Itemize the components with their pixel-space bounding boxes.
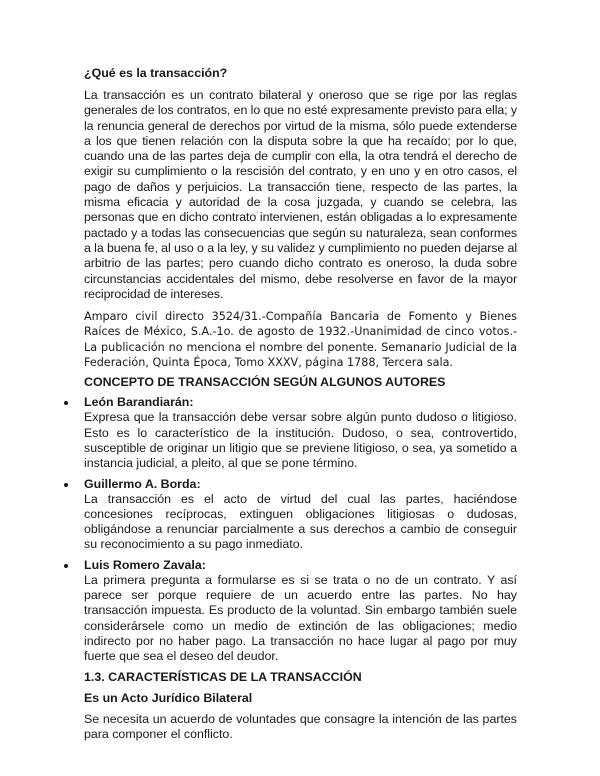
author-definition: La transacción es el acto de virtud del cual las partes, haciéndose concesiones recíprocas, extinguen obligaciones litigiosas o dudosas, obligándose a renunciar parcialmente a sus derechos a cambio de conseguir su reconocimiento a su pago inmediato. [84, 491, 517, 552]
author-definition: Expresa que la transacción debe versar sobre algún punto dudoso o litigioso. Esto es lo característico de la institución. Dudoso, o sea, controvertido, susceptible de originar un litigio que se previene litigioso, o sea, ya sometido a instancia judicial, a pleito, al que se pone término. [84, 410, 517, 471]
list-item-author [84, 477, 517, 553]
subsection-heading-acto-juridico: Es un Acto Jurídico Bilateral [84, 690, 253, 705]
author-name: León Barandiarán: [84, 395, 194, 410]
bullet-icon [64, 401, 68, 405]
bullet-icon [64, 564, 68, 568]
section-heading-caracteristicas: 1.3. CARACTERÍSTICAS DE LA TRANSACCIÓN [84, 669, 362, 684]
section-heading-concepto: CONCEPTO DE TRANSACCIÓN SEGÚN ALGUNOS AUTORES [84, 375, 446, 390]
definition-paragraph: La transacción es un contrato bilateral y oneroso que se rige por las reglas generales de los contratos, en lo que no esté expresamente previsto para ella; y la renuncia general de derechos por virtud de la misma, sólo puede extenderse a los que tienen relación con la disputa sobre la que ha recaído; por lo que, cuando una de las partes deja de cumplir con ella, la otra tendrá el derecho de exigir su cumplimiento o la rescisión del contrato, y en uno y en otro casos, el pago de daños y perjuicios. La transacción tiene, respecto de las partes, la misma eficacia y autoridad de la cosa juzgada, y cuando se celebra, las personas que en dicho contrato intervienen, están obligadas a lo expresamente pactado y a todas las consecuencias que según su naturaleza, sean conformes a la buena fe, al uso o a la ley, y su validez y cumplimiento no pueden dejarse al arbitrio de las partes; pero cuando dicho contrato es oneroso, la duda sobre circunstancias accidentales del mismo, debe resolverse en favor de la mayor reciprocidad de intereses. [84, 88, 517, 301]
bullet-icon [64, 483, 68, 487]
list-item-author [84, 558, 517, 665]
list-item-author [84, 395, 517, 471]
caracteristicas-paragraph: Se necesita un acuerdo de voluntades que consagre la intención de las partes para componer el conflicto. [84, 711, 517, 741]
authors-list [84, 395, 517, 664]
section-heading-que-es: ¿Qué es la transacción? [84, 66, 228, 80]
author-definition: La primera pregunta a formularse es si se trata o no de un contrato. Y así parece ser porque requiere de un acuerdo entre las partes. No hay transacción impuesta. Es producto de la voluntad. Sin embargo también suele considerársele como un medio de extinción de las obligaciones; medio indirecto por no haber pago. La transacción no hace lugar al pago por muy fuerte que sea el deseo del deudor. [84, 572, 517, 664]
jurisprudence-citation: Amparo civil directo 3524/31.-Compañía Bancaria de Fomento y Bienes Raíces de México, S.A.-1o. de agosto de 1932.-Unanimidad de cinco votos.-La publicación no menciona el nombre del ponente. Semanario Judicial de la Federación, Quinta Época, Tomo XXXV, página 1788, Tercera sala. [84, 310, 517, 370]
author-name: Luis Romero Zavala: [84, 557, 206, 572]
document-content [84, 66, 517, 742]
author-name: Guillermo A. Borda: [84, 476, 201, 491]
